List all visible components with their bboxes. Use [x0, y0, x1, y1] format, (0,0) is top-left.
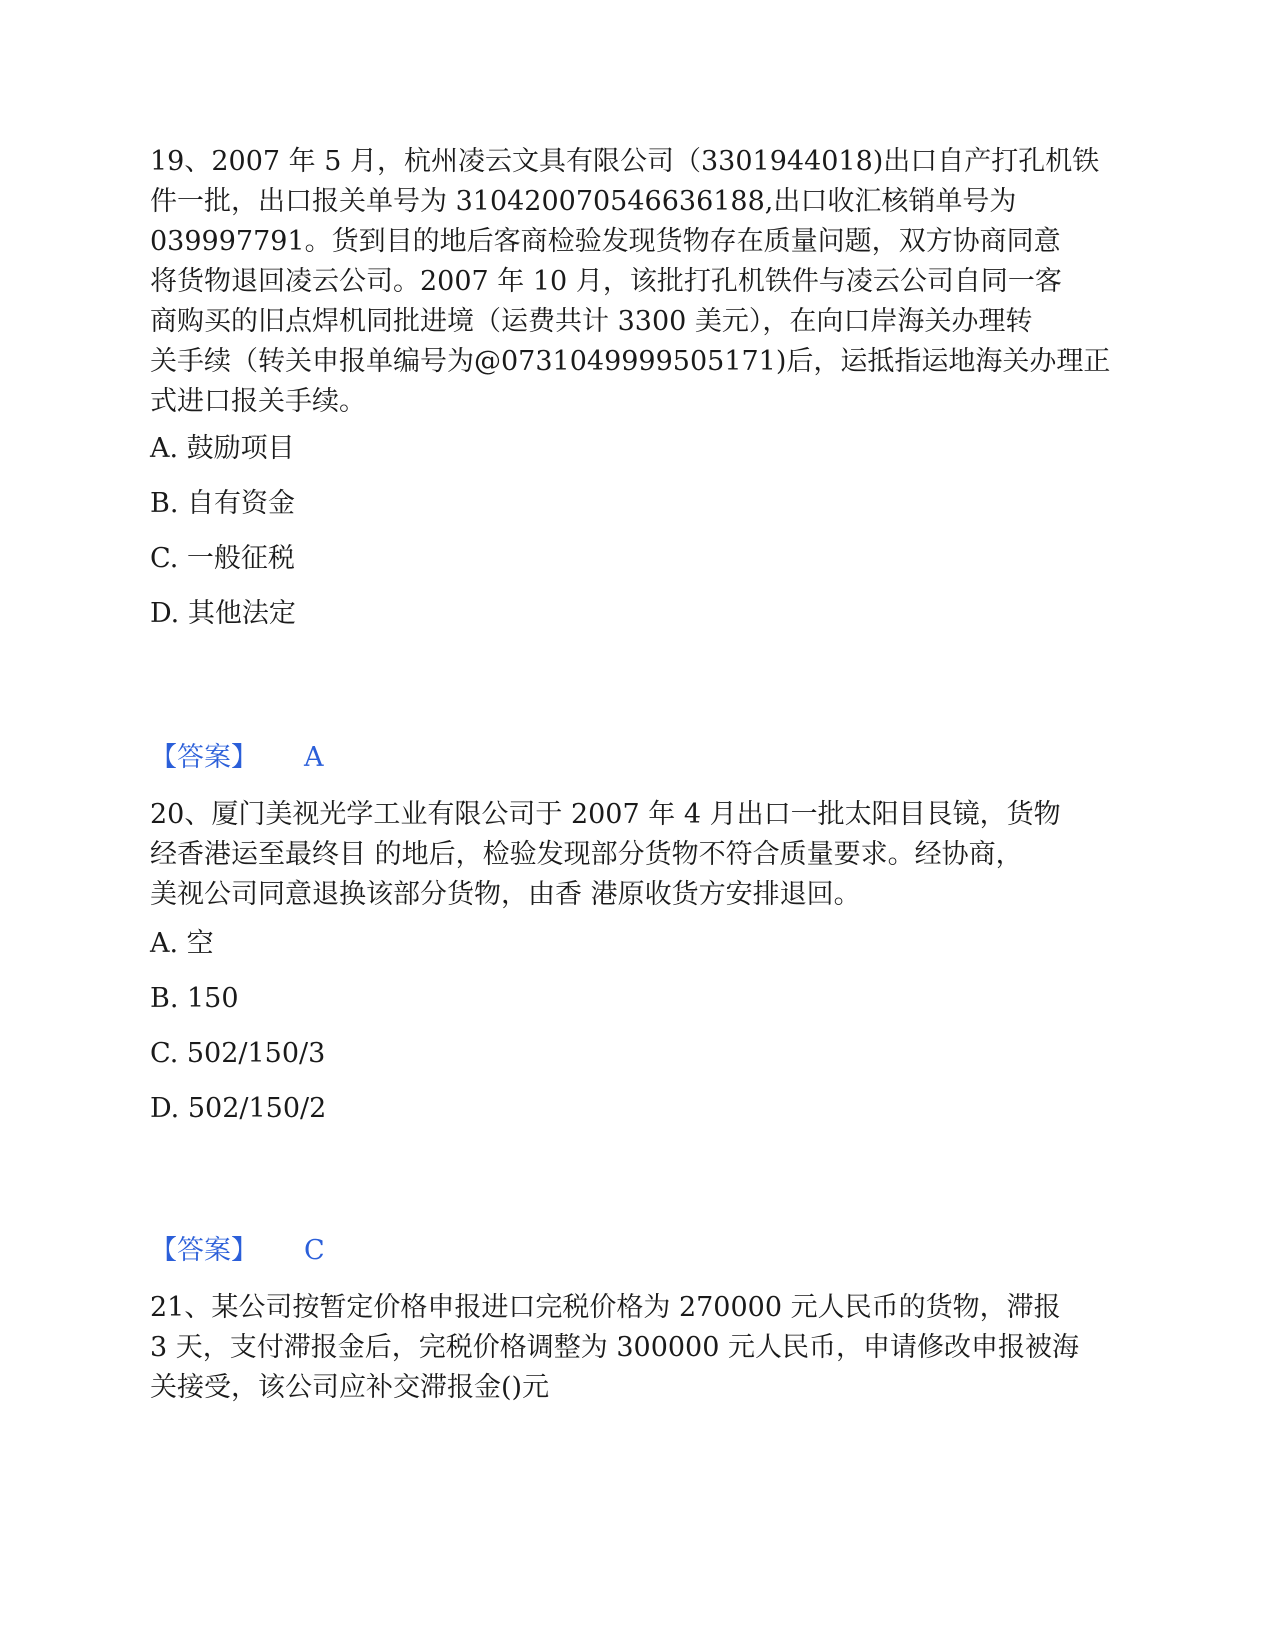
question-21: [150, 1288, 1110, 1408]
question-19: [150, 142, 1110, 422]
question-20-option-d: D. 502/150/2: [150, 1093, 327, 1124]
question-19-option-b: B. 自有资金: [150, 488, 296, 519]
question-20: [150, 795, 1110, 915]
answer-label: 【答案】: [150, 742, 258, 773]
answer-value: C: [304, 1235, 325, 1266]
question-21-text: [150, 1288, 1110, 1408]
question-20-line: 经香港运至最终目 的地后，检验发现部分货物不符合质量要求。经协商，: [150, 839, 1023, 870]
question-19-line: 19、2007 年 5 月，杭州凌云文具有限公司（3301944018)出口自产打孔机铁: [150, 146, 1100, 177]
question-19-line: 式进口报关手续。: [150, 386, 366, 417]
question-19-line: 关手续（转关申报单编号为@0731049999505171)后，运抵指运地海关办理正: [150, 346, 1111, 377]
question-20-option-b: B. 150: [150, 983, 239, 1014]
question-20-line: 20、厦门美视光学工业有限公司于 2007 年 4 月出口一批太阳目艮镜，货物: [150, 799, 1061, 830]
question-20-option-a: A. 空: [150, 928, 214, 959]
answer-value: A: [304, 742, 324, 773]
question-19-text: [150, 142, 1110, 422]
question-19-option-d: D. 其他法定: [150, 598, 296, 629]
question-19-line: 将货物退回凌云公司。2007 年 10 月，该批打孔机铁件与凌云公司自同一客: [150, 266, 1062, 297]
question-19-option-c: C. 一般征税: [150, 543, 295, 574]
question-20-text: [150, 795, 1110, 915]
question-19-option-a: A. 鼓励项目: [150, 433, 295, 464]
question-19-answer: [150, 740, 324, 776]
question-21-line: 3 天，支付滞报金后，完税价格调整为 300000 元人民币，申请修改申报被海: [150, 1332, 1079, 1363]
question-21-line: 21、某公司按暂定价格申报进口完税价格为 270000 元人民币的货物，滞报: [150, 1292, 1061, 1323]
question-19-line: 039997791。货到目的地后客商检验发现货物存在质量问题，双方协商同意: [150, 226, 1061, 257]
question-20-answer: [150, 1233, 325, 1269]
question-20-line: 美视公司同意退换该部分货物，由香 港原收货方安排退回。: [150, 879, 861, 910]
question-20-option-c: C. 502/150/3: [150, 1038, 326, 1069]
answer-label: 【答案】: [150, 1235, 258, 1266]
question-21-line: 关接受，该公司应补交滞报金()元: [150, 1372, 550, 1403]
question-19-line: 件一批，出口报关单号为 310420070546636188,出口收汇核销单号为: [150, 186, 1017, 217]
question-19-line: 商购买的旧点焊机同批进境（运费共计 3300 美元），在向口岸海关办理转: [150, 306, 1033, 337]
